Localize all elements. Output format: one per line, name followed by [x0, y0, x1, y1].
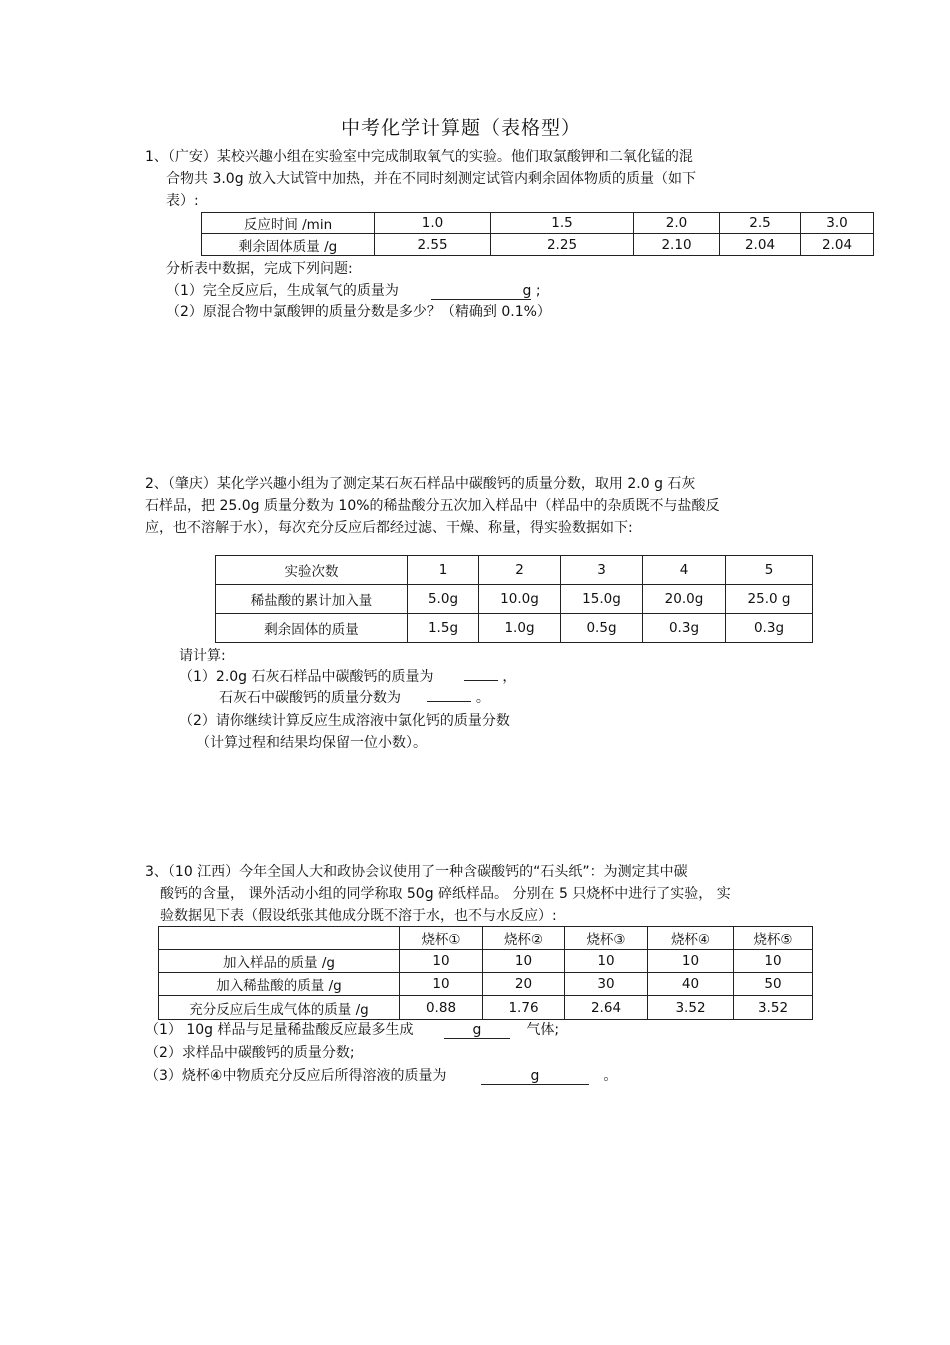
table-row: [202, 213, 874, 234]
table-cell: 5: [726, 556, 813, 585]
table-cell: 烧杯②: [483, 927, 565, 950]
table-cell: 剩余固体质量 /g: [202, 234, 375, 256]
q3-sub-3-text: （3）烧杯④中物质充分反应后所得溶液的质量为: [145, 1068, 447, 1084]
table-cell: 1.0g: [479, 614, 561, 643]
table-cell: 2.25: [491, 234, 634, 256]
table-cell: 烧杯⑤: [734, 927, 813, 950]
q3-sub-1-end: 气体;: [526, 1022, 560, 1038]
table-cell: 0.3g: [726, 614, 813, 643]
table-cell: 3: [561, 556, 643, 585]
q3-sub-1: [145, 1020, 559, 1040]
table-cell: 40: [648, 973, 734, 996]
table-cell: 10: [565, 950, 648, 973]
q1-analysis: 分析表中数据，完成下列问题:: [166, 261, 353, 277]
q1-line-3: 表）:: [166, 193, 199, 209]
q2-sub-1: [179, 667, 516, 687]
q2-table: [215, 555, 813, 643]
q2-line-3: 应，也不溶解于水），每次充分反应后都经过滤、干燥、称量，得实验数据如下:: [145, 520, 633, 536]
table-cell: 0.88: [400, 996, 483, 1020]
table-row: [159, 973, 813, 996]
q2-calc: 请计算:: [179, 648, 226, 664]
table-cell: 实验次数: [216, 556, 408, 585]
table-cell: 20: [483, 973, 565, 996]
q2-sub-1-text-2: 石灰石中碳酸钙的质量分数为: [219, 690, 401, 706]
q3-sub-3: [145, 1066, 617, 1086]
q1-sub-1: [166, 281, 541, 301]
table-cell: 烧杯①: [400, 927, 483, 950]
q3-table: [158, 926, 813, 1020]
q3-sub-1-text: （1） 10g 样品与足量稀盐酸反应最多生成: [145, 1022, 414, 1038]
table-cell: 剩余固体的质量: [216, 614, 408, 643]
q2-sub-2: （2）请你继续计算反应生成溶液中氯化钙的质量分数: [179, 713, 510, 729]
table-row: [159, 996, 813, 1020]
table-cell: 10: [400, 950, 483, 973]
table-cell: 10: [734, 950, 813, 973]
table-cell: 10: [400, 973, 483, 996]
table-cell: 稀盐酸的累计加入量: [216, 585, 408, 614]
q3-line-2: 酸钙的含量， 课外活动小组的同学称取 50g 碎纸样品。 分别在 5 只烧杯中进行了实验， 实: [160, 886, 731, 902]
q2-sub-1-line-2: [219, 688, 490, 708]
q1-line-2: 合物共 3.0g 放入大试管中加热，并在不同时刻测定试管内剩余固体物质的质量（如下: [166, 171, 697, 187]
table-cell: 2.0: [634, 213, 720, 234]
q2-line-2: 石样品，把 25.0g 质量分数为 10%的稀盐酸分五次加入样品中（样品中的杂质既不与盐酸反: [145, 498, 720, 514]
q1-sub-1-end: ;: [535, 283, 541, 299]
table-cell: 2: [479, 556, 561, 585]
table-cell: 加入稀盐酸的质量 /g: [159, 973, 400, 996]
table-cell: 1: [408, 556, 479, 585]
table-cell: 加入样品的质量 /g: [159, 950, 400, 973]
table-cell: 1.5g: [408, 614, 479, 643]
table-cell: 1.76: [483, 996, 565, 1020]
q2-sub-2-note: （计算过程和结果均保留一位小数）。: [196, 735, 427, 751]
table-cell: 10: [648, 950, 734, 973]
table-cell: [159, 927, 400, 950]
table-row: [216, 585, 813, 614]
table-cell: 15.0g: [561, 585, 643, 614]
table-row: [202, 234, 874, 256]
answer-blank[interactable]: [427, 701, 471, 702]
q3-sub-2: （2）求样品中碳酸钙的质量分数;: [145, 1045, 355, 1061]
table-cell: 1.5: [491, 213, 634, 234]
q2-sub-1-end: ，: [502, 669, 517, 685]
q3-sub-3-end: 。: [603, 1068, 618, 1084]
table-cell: 烧杯③: [565, 927, 648, 950]
table-cell: 3.52: [648, 996, 734, 1020]
page-title: 中考化学计算题（表格型）: [341, 117, 582, 139]
table-row: [159, 927, 813, 950]
q1-line-1: 1、（广安）某校兴趣小组在实验室中完成制取氧气的实验。他们取氯酸钾和二氧化锰的混: [145, 149, 693, 165]
table-cell: 10: [483, 950, 565, 973]
table-cell: 3.0: [801, 213, 874, 234]
q2-sub-1-text: （1）2.0g 石灰石样品中碳酸钙的质量为: [179, 669, 434, 685]
table-row: [216, 556, 813, 585]
table-cell: 25.0 g: [726, 585, 813, 614]
table-cell: 2.10: [634, 234, 720, 256]
table-cell: 3.52: [734, 996, 813, 1020]
answer-blank[interactable]: g: [444, 1022, 510, 1039]
table-cell: 反应时间 /min: [202, 213, 375, 234]
table-cell: 烧杯④: [648, 927, 734, 950]
table-cell: 5.0g: [408, 585, 479, 614]
q3-line-1: 3、（10 江西）今年全国人大和政协会议使用了一种含碳酸钙的“石头纸”：为测定其中碳: [145, 864, 688, 880]
table-row: [159, 950, 813, 973]
answer-blank[interactable]: g: [431, 283, 531, 300]
q2-line-1: 2、（肇庆）某化学兴趣小组为了测定某石灰石样品中碳酸钙的质量分数，取用 2.0 g 石灰: [145, 476, 696, 492]
table-cell: 充分反应后生成气体的质量 /g: [159, 996, 400, 1020]
table-cell: 30: [565, 973, 648, 996]
table-cell: 1.0: [375, 213, 491, 234]
table-cell: 0.3g: [643, 614, 726, 643]
answer-blank[interactable]: g: [481, 1068, 589, 1085]
table-cell: 2.5: [720, 213, 801, 234]
table-cell: 4: [643, 556, 726, 585]
table-cell: 50: [734, 973, 813, 996]
answer-blank[interactable]: [464, 680, 498, 681]
q1-table: [201, 212, 874, 256]
table-cell: 2.55: [375, 234, 491, 256]
q2-sub-1-end-2: 。: [475, 690, 490, 706]
table-row: [216, 614, 813, 643]
table-cell: 2.04: [720, 234, 801, 256]
table-cell: 0.5g: [561, 614, 643, 643]
table-cell: 10.0g: [479, 585, 561, 614]
q1-sub-1-text: （1）完全反应后，生成氧气的质量为: [166, 283, 399, 299]
table-cell: 20.0g: [643, 585, 726, 614]
table-cell: 2.64: [565, 996, 648, 1020]
q3-line-3: 验数据见下表（假设纸张其他成分既不溶于水，也不与水反应）:: [160, 908, 557, 924]
table-cell: 2.04: [801, 234, 874, 256]
q1-sub-2: （2）原混合物中氯酸钾的质量分数是多少？（精确到 0.1%）: [166, 304, 551, 320]
